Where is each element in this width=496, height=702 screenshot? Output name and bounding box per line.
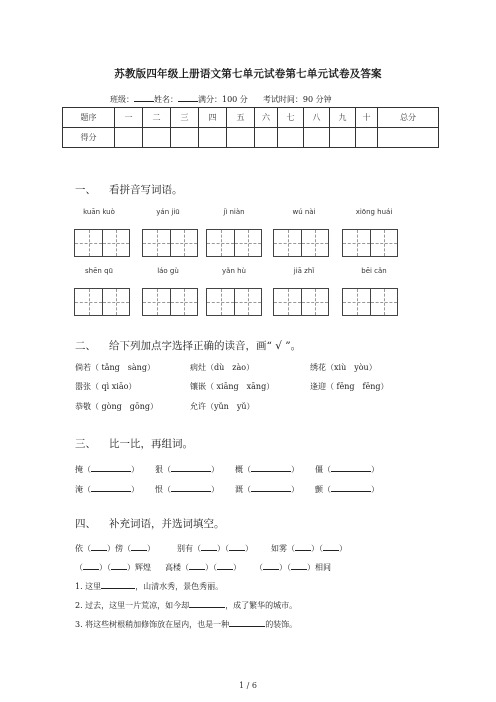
reading-choice[interactable]: 嚣张（ qì xiāo） xyxy=(75,382,137,391)
score-header-cell: 八 xyxy=(304,108,330,128)
fill-sentence-2 xyxy=(75,598,297,611)
paren: ） xyxy=(371,465,379,474)
score-header-cell: 十 xyxy=(356,108,378,128)
idiom-part: ）辉煌 xyxy=(127,563,151,572)
paren: ） xyxy=(211,485,219,494)
score-header-cell: 四 xyxy=(199,108,227,128)
answer-blank[interactable] xyxy=(251,482,291,492)
writing-box[interactable] xyxy=(206,288,262,316)
page-number: 1 / 6 xyxy=(239,681,257,690)
writing-box[interactable] xyxy=(342,229,398,257)
score-header-cell: 题序 xyxy=(63,108,115,128)
pinyin-label: jiā zhǐ xyxy=(293,267,315,275)
score-header-cell: 五 xyxy=(227,108,255,128)
answer-blank[interactable] xyxy=(171,482,211,492)
sentence-part: ，成了繁华的城市。 xyxy=(225,601,298,610)
writing-box[interactable] xyxy=(74,229,130,257)
reading-choice[interactable]: 逢迎（ fēng fēng） xyxy=(310,382,389,391)
pinyin-label: yǎn hù xyxy=(222,267,246,275)
sentence-part: 2. 过去，这里一片荒凉，如今却 xyxy=(75,601,190,610)
answer-blank[interactable] xyxy=(111,560,127,570)
score-input-cell[interactable] xyxy=(115,128,143,148)
section-4-heading xyxy=(75,516,225,531)
score-row-label: 得分 xyxy=(63,128,115,148)
idiom-part: ）（ xyxy=(99,563,111,572)
idiom-part: 别有（ xyxy=(177,544,201,553)
score-table xyxy=(62,107,439,148)
score-header-cell: 七 xyxy=(278,108,304,128)
reading-choice[interactable]: 病灶（dù zào） xyxy=(190,363,255,372)
section-1-heading xyxy=(75,182,183,197)
score-input-cell[interactable] xyxy=(330,128,356,148)
sentence-part: 1. 这里 xyxy=(75,582,102,591)
char-prompt: 颤（ xyxy=(315,485,331,494)
char-prompt: 掩（ xyxy=(75,465,91,474)
idiom-part: 高楼（ xyxy=(165,563,189,572)
answer-blank[interactable] xyxy=(201,541,217,551)
score-header-cell: 六 xyxy=(255,108,278,128)
pinyin-label: wú nài xyxy=(292,208,316,216)
paren: ） xyxy=(291,465,299,474)
section-title: 补充词语，并选词填空。 xyxy=(109,518,225,530)
answer-blank[interactable] xyxy=(331,462,371,472)
score-header-cell: 九 xyxy=(330,108,356,128)
pinyin-label: jì niàn xyxy=(223,208,245,216)
writing-box[interactable] xyxy=(142,288,198,316)
reading-choice[interactable]: 允许（yǔn yǔ） xyxy=(190,402,255,411)
section-title: 看拼音写词语。 xyxy=(109,184,183,196)
writing-box[interactable] xyxy=(342,288,398,316)
score-input-cell[interactable] xyxy=(304,128,330,148)
answer-blank[interactable] xyxy=(263,560,279,570)
answer-blank[interactable] xyxy=(101,579,135,589)
section-number: 三、 xyxy=(75,438,96,450)
idiom-part: ）（ xyxy=(279,563,291,572)
score-input-cell[interactable] xyxy=(143,128,171,148)
char-prompt: 溉（ xyxy=(235,485,251,494)
idiom-part: ） xyxy=(233,563,241,572)
name-label: 姓名： xyxy=(154,95,178,104)
sentence-part: 的装饰。 xyxy=(265,620,298,629)
score-table-score-row xyxy=(63,128,439,148)
idiom-part: ） xyxy=(245,544,253,553)
score-input-cell[interactable] xyxy=(171,128,199,148)
reading-choice[interactable]: 倘若（ tǎng sàng） xyxy=(75,363,155,372)
idiom-part: ）傍（ xyxy=(107,544,131,553)
score-input-cell[interactable] xyxy=(278,128,304,148)
char-prompt: 恨（ xyxy=(155,485,171,494)
idiom-row-1 xyxy=(75,541,347,554)
paren: ） xyxy=(291,485,299,494)
idiom-part: （ xyxy=(255,563,263,572)
score-input-cell[interactable] xyxy=(199,128,227,148)
idiom-part: ）（ xyxy=(311,544,323,553)
answer-blank[interactable] xyxy=(171,462,211,472)
word-group-row-1 xyxy=(75,462,379,475)
idiom-part: （ xyxy=(75,563,83,572)
writing-box[interactable] xyxy=(273,288,329,316)
idiom-part: ） xyxy=(147,544,155,553)
score-header-cell: 二 xyxy=(143,108,171,128)
score-header-cell: 三 xyxy=(171,108,199,128)
idiom-part: ）（ xyxy=(205,563,217,572)
writing-box[interactable] xyxy=(142,229,198,257)
score-header-cell: 总分 xyxy=(378,108,439,128)
answer-blank[interactable] xyxy=(217,560,233,570)
class-blank[interactable] xyxy=(134,92,154,102)
answer-blank[interactable] xyxy=(91,462,131,472)
pinyin-label: shēn qū xyxy=(85,267,113,275)
answer-blank[interactable] xyxy=(229,617,265,627)
idiom-part: ） xyxy=(339,544,347,553)
idiom-part: 依（ xyxy=(75,544,91,553)
answer-blank[interactable] xyxy=(331,482,371,492)
score-table-header-row xyxy=(63,108,439,128)
document-title: 苏教版四年级上册语文第七单元试卷第七单元试卷及答案 xyxy=(114,68,382,80)
score-input-cell[interactable] xyxy=(255,128,278,148)
fill-sentence-1 xyxy=(75,579,223,592)
answer-blank[interactable] xyxy=(91,541,107,551)
char-prompt: 淹（ xyxy=(75,485,91,494)
section-title: 给下列加点字选择正确的读音，画“ √ ”。 xyxy=(109,340,302,352)
class-label: 班级： xyxy=(110,95,134,104)
answer-blank[interactable] xyxy=(91,482,131,492)
section-3-heading xyxy=(75,436,193,451)
section-2-heading xyxy=(75,338,301,353)
section-number: 四、 xyxy=(75,518,96,530)
full-score-label: 满分：100 分 xyxy=(198,95,248,104)
pinyin-label: xiōng huái xyxy=(355,208,393,216)
paren: ） xyxy=(211,465,219,474)
sentence-part: ，山清水秀，景色秀丽。 xyxy=(135,582,224,591)
idiom-part: ）（ xyxy=(217,544,229,553)
reading-choice[interactable]: 镶嵌（ xiāng xāng） xyxy=(190,382,275,391)
paren: ） xyxy=(131,465,139,474)
answer-blank[interactable] xyxy=(291,560,307,570)
reading-choice[interactable]: 恭敬（ gòng gōng） xyxy=(75,402,158,411)
exam-info-line xyxy=(110,92,332,105)
paren: ） xyxy=(371,485,379,494)
score-input-cell[interactable] xyxy=(227,128,255,148)
answer-blank[interactable] xyxy=(323,541,339,551)
idiom-part: 如雾（ xyxy=(271,544,295,553)
answer-blank[interactable] xyxy=(189,560,205,570)
char-prompt: 概（ xyxy=(235,465,251,474)
char-prompt: 僵（ xyxy=(315,465,331,474)
pinyin-label: bēi cǎn xyxy=(361,267,387,275)
section-number: 二、 xyxy=(75,340,96,352)
word-group-row-2 xyxy=(75,482,379,495)
score-input-cell[interactable] xyxy=(378,128,439,148)
idiom-part: ）相间 xyxy=(307,563,331,572)
exam-time-label: 考试时间：90 分钟 xyxy=(262,95,332,104)
pinyin-label: kuān kuò xyxy=(83,208,115,216)
writing-box[interactable] xyxy=(273,229,329,257)
paren: ） xyxy=(131,485,139,494)
section-title: 比一比，再组词。 xyxy=(109,438,193,450)
score-input-cell[interactable] xyxy=(356,128,378,148)
score-header-cell: 一 xyxy=(115,108,143,128)
section-number: 一、 xyxy=(75,184,96,196)
writing-box[interactable] xyxy=(206,229,262,257)
writing-box[interactable] xyxy=(74,288,130,316)
answer-blank[interactable] xyxy=(229,541,245,551)
char-prompt: 狠（ xyxy=(155,465,171,474)
sentence-part: 3. 将这些树根稍加修饰放在屋内，也是一种 xyxy=(75,620,230,629)
idiom-row-2 xyxy=(75,560,331,573)
answer-blank[interactable] xyxy=(251,462,291,472)
pinyin-label: yán jiū xyxy=(156,208,180,216)
name-blank[interactable] xyxy=(178,92,198,102)
answer-blank[interactable] xyxy=(83,560,99,570)
answer-blank[interactable] xyxy=(295,541,311,551)
fill-sentence-3 xyxy=(75,617,297,630)
answer-blank[interactable] xyxy=(189,598,225,608)
pinyin-label: láo gù xyxy=(157,267,179,275)
answer-blank[interactable] xyxy=(131,541,147,551)
reading-choice[interactable]: 绣花（xiù yòu） xyxy=(310,363,377,372)
